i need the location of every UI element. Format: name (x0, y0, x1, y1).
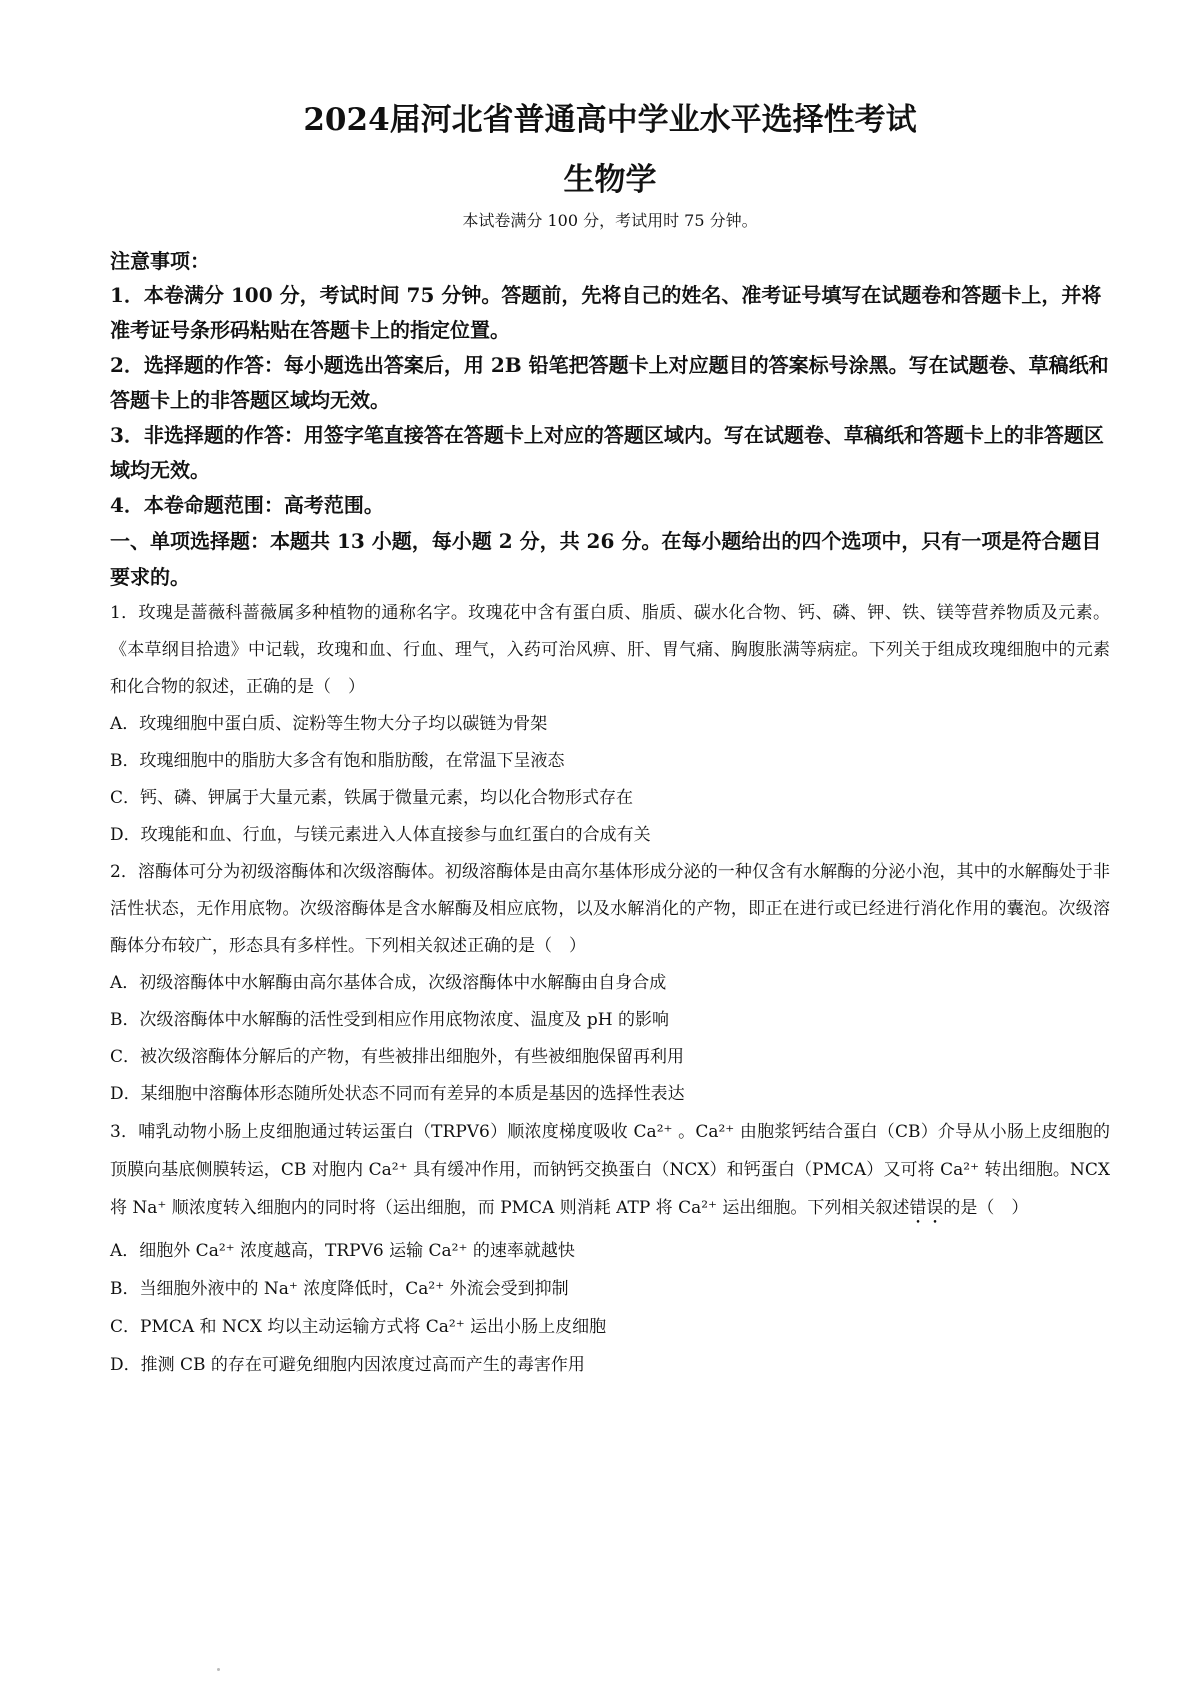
question-1-option-b: B．玫瑰细胞中的脂肪大多含有饱和脂肪酸，在常温下呈液态 (110, 751, 565, 771)
question-2-option-b: B．次级溶酶体中水解酶的活性受到相应作用底物浓度、温度及 pH 的影响 (110, 1010, 670, 1030)
notice-item-3: 3．非选择题的作答：用签字笔直接答在答题卡上对应的答题区域内。写在试题卷、草稿纸和答题卡上的非答题区域均无效。 (110, 423, 1104, 482)
question-3-option-d: D．推测 CB 的存在可避免细胞内因浓度过高而产生的毒害作用 (110, 1355, 585, 1375)
page-content (110, 100, 1110, 1384)
question-3-emphasis: 错误 (909, 1198, 944, 1218)
notice-item-4: 4．本卷命题范围：高考范围。 (110, 493, 384, 517)
notice-item-2: 2．选择题的作答：每小题选出答案后，用 2B 铅笔把答题卡上对应题目的答案标号涂黑。写在试题卷、草稿纸和答题卡上的非答题区域均无效。 (110, 353, 1109, 412)
question-3-option-a: A．细胞外 Ca²⁺ 浓度越高，TRPV6 运输 Ca²⁺ 的速率就越快 (110, 1241, 575, 1261)
question-1 (110, 595, 1110, 854)
question-1-option-c: C．钙、磷、钾属于大量元素，铁属于微量元素，均以化合物形式存在 (110, 788, 634, 808)
subject-title: 生物学 (563, 162, 657, 198)
question-2-option-c: C．被次级溶酶体分解后的产物，有些被排出细胞外，有些被细胞保留再利用 (110, 1047, 685, 1067)
question-3-stem-text: 3．哺乳动物小肠上皮细胞通过转运蛋白（TRPV6）顺浓度梯度吸收 Ca²⁺ 。Ca²⁺ 由胞浆钙结合蛋白（CB）介导从小肠上皮细胞的顶膜向基底侧膜转运，CB 对胞内 Ca²⁺ 具有缓冲作用，而钠钙交换蛋白（NCX）和钙蛋白（PMCA）又可将 Ca²⁺ 转出细胞。NCX 将 Na⁺ 顺浓度转入细胞内的同时将（运出细胞，而 PMCA 则消耗 ATP 将 Ca²⁺ 运出细胞。下列相关叙述 (110, 1122, 1110, 1218)
section-1-heading: 一、单项选择题：本题共 13 小题，每小题 2 分，共 26 分。在每小题给出的四个选项中，只有一项是符合题目要求的。 (110, 529, 1102, 589)
question-3-stem (110, 1113, 1110, 1228)
question-2-stem: 2．溶酶体可分为初级溶酶体和次级溶酶体。初级溶酶体是由高尔基体形成分泌的一种仅含有水解酶的分泌小泡，其中的水解酶处于非活性状态，无作用底物。次级溶酶体是含水解酶及相应底物，以及水解消化的产物，即正在进行或已经进行消化作用的囊泡。次级溶酶体分布较广，形态具有多样性。下列相关叙述正确的是（ ） (110, 862, 1110, 956)
question-3 (110, 1113, 1110, 1384)
exam-title: 2024届河北省普通高中学业水平选择性考试 (303, 102, 917, 138)
question-3-stem-end: 的是（ ） (943, 1198, 1029, 1218)
question-3-option-c: C．PMCA 和 NCX 均以主动运输方式将 Ca²⁺ 运出小肠上皮细胞 (110, 1317, 607, 1337)
question-2-option-a: A．初级溶酶体中水解酶由高尔基体合成，次级溶酶体中水解酶由自身合成 (110, 973, 667, 993)
question-1-stem: 1．玫瑰是蔷薇科蔷薇属多种植物的通称名字。玫瑰花中含有蛋白质、脂质、碳水化合物、钙、磷、钾、铁、镁等营养物质及元素。《本草纲目拾遗》中记载，玫瑰和血、行血、理气，入药可治风痹、肝、胃气痛、胸腹胀满等病症。下列关于组成玫瑰细胞中的元素和化合物的叙述，正确的是（ ） (110, 603, 1110, 697)
question-2 (110, 854, 1110, 1113)
question-1-option-d: D．玫瑰能和血、行血，与镁元素进入人体直接参与血红蛋白的合成有关 (110, 825, 651, 845)
question-2-option-d: D．某细胞中溶酶体形态随所处状态不同而有差异的本质是基因的选择性表达 (110, 1084, 685, 1104)
notice-item-1: 1．本卷满分 100 分，考试时间 75 分钟。答题前，先将自己的姓名、准考证号填写在试题卷和答题卡上，并将准考证号条形码粘贴在答题卡上的指定位置。 (110, 283, 1102, 342)
scan-speck (217, 1668, 220, 1671)
question-1-option-a: A．玫瑰细胞中蛋白质、淀粉等生物大分子均以碳链为骨架 (110, 714, 548, 734)
notice-heading: 注意事项： (110, 249, 210, 273)
question-3-option-b: B．当细胞外液中的 Na⁺ 浓度降低时，Ca²⁺ 外流会受到抑制 (110, 1279, 569, 1299)
notice-section (110, 244, 1110, 523)
exam-meta: 本试卷满分 100 分，考试用时 75 分钟。 (462, 211, 758, 230)
